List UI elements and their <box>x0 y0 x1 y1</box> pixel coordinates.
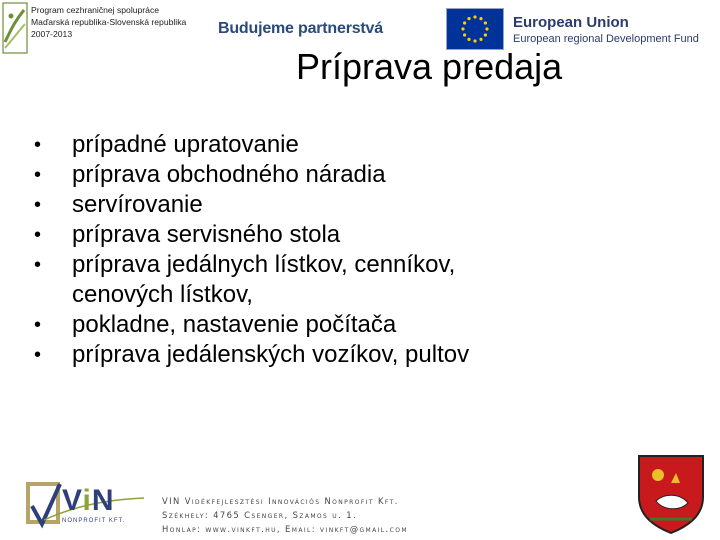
eu-star-icon <box>479 17 482 20</box>
bullet-dot: • <box>34 254 42 276</box>
eu-star-icon <box>479 38 482 41</box>
bullet-dot: • <box>34 224 42 246</box>
bullet-dot: • <box>34 134 42 156</box>
bullet-item <box>20 220 469 250</box>
bullet-text: príprava jedálenských vozíkov, pultov <box>72 341 470 368</box>
vin-logo-word <box>62 484 114 518</box>
vin-letter: V <box>62 484 83 517</box>
eu-star-icon <box>463 33 466 36</box>
program-logo-line: 2007-2013 <box>31 29 73 39</box>
program-logo-text <box>31 4 186 40</box>
program-logo-icon <box>2 2 28 54</box>
eu-star-icon <box>463 21 466 24</box>
bullet-item <box>20 130 469 160</box>
bullet-text: pokladne, nastavenie počítača <box>72 311 397 338</box>
vin-contact-line: VIN Vidékfejlesztési Innovációs Nonprofit Kft. <box>162 496 399 506</box>
vin-contact-line: Székhely: 4765 Csenger, Szamos u. 1. <box>162 510 358 520</box>
eu-star-icon <box>484 33 487 36</box>
eu-subtitle: European regional Development Fund <box>513 33 699 45</box>
bullet-dot: • <box>34 194 42 216</box>
vin-letter: N <box>91 484 115 517</box>
slide-title: Príprava predaja <box>296 46 563 87</box>
bullet-text: servírovanie <box>72 191 203 218</box>
program-logo <box>0 0 200 56</box>
bullet-item <box>20 160 469 190</box>
bullet-item <box>20 190 469 220</box>
bullet-item <box>20 310 469 340</box>
vin-contact-info <box>162 494 408 536</box>
bullet-text: príprava servisného stola <box>72 221 341 248</box>
bullet-continuation: cenových lístkov, <box>72 281 253 308</box>
coat-of-arms-icon <box>636 453 706 535</box>
eu-star-icon <box>485 27 488 30</box>
vin-logo-subtitle: NONPROFIT KFT. <box>62 518 126 524</box>
bullet-dot: • <box>34 344 42 366</box>
eu-star-icon <box>467 38 470 41</box>
program-logo-line: Maďarská republika-Slovenská republika <box>31 17 187 27</box>
program-logo-line: Program cezhraničnej spolupráce <box>31 5 160 15</box>
eu-star-icon <box>473 39 476 42</box>
eu-star-icon <box>461 27 464 30</box>
partnership-slogan: Budujeme partnerstvá <box>218 20 383 37</box>
bullet-item <box>20 340 469 370</box>
bullet-dot: • <box>34 314 42 336</box>
bullet-text: príprava obchodného náradia <box>72 161 386 188</box>
bullet-text: príprava jedálnych lístkov, cenníkov, <box>72 251 456 278</box>
eu-title: European Union <box>513 14 629 31</box>
eu-star-icon <box>467 17 470 20</box>
vin-letter: i <box>82 484 92 517</box>
bullet-dot: • <box>34 164 42 186</box>
eu-star-icon <box>473 15 476 18</box>
vin-contact-line: Honlap: www.vinkft.hu, Email: vinkft@gmail.com <box>162 524 408 534</box>
bullet-list <box>20 130 469 370</box>
bullet-text: prípadné upratovanie <box>72 131 299 158</box>
eu-star-icon <box>484 21 487 24</box>
bullet-item <box>20 250 469 310</box>
